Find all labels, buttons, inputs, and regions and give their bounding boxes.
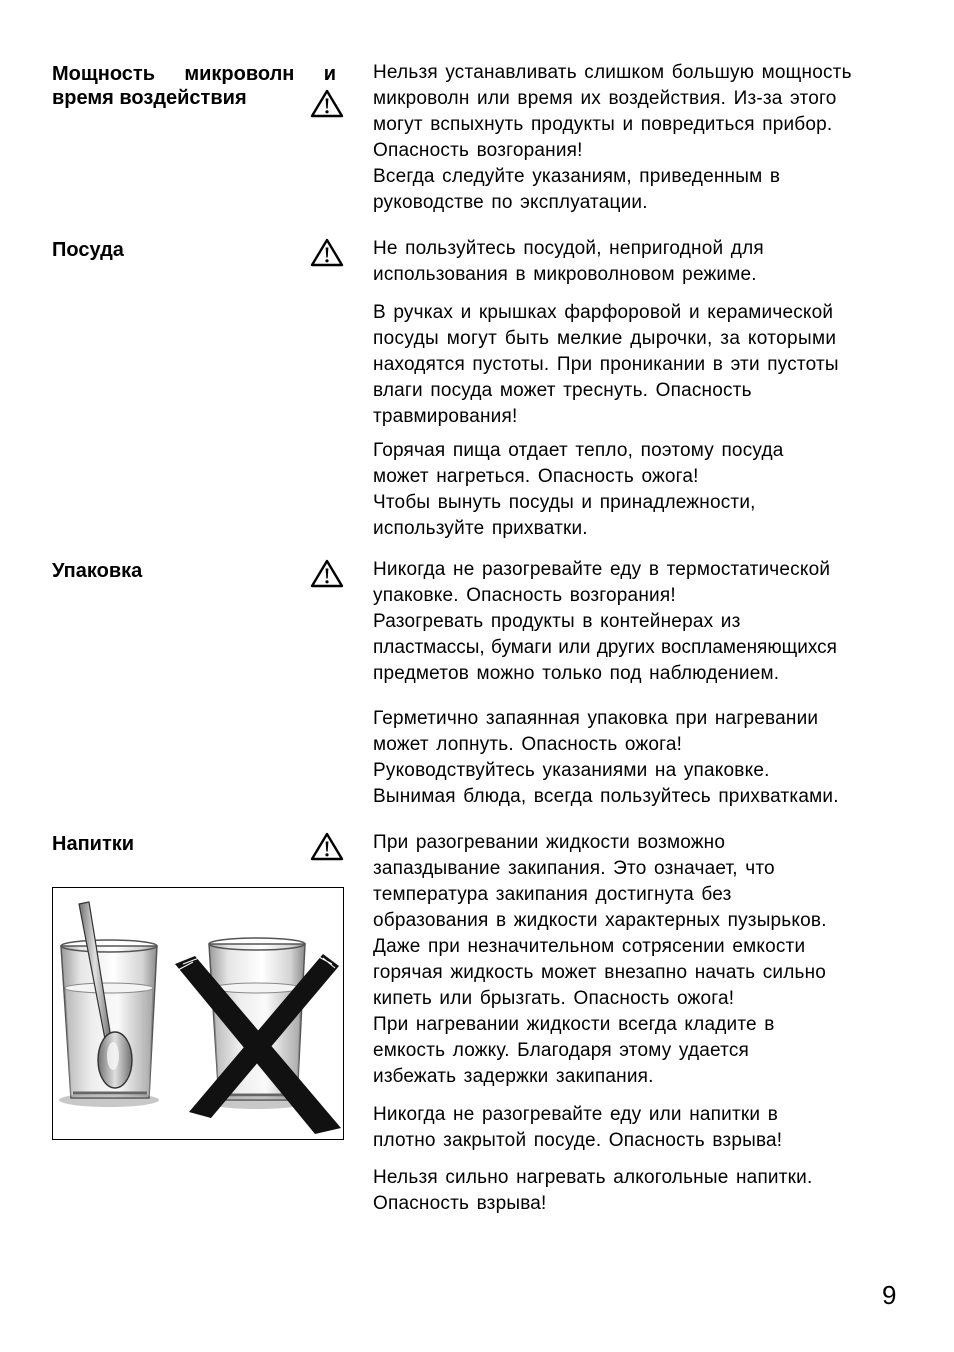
text-line: может лопнуть. Опасность ожога! bbox=[373, 734, 683, 755]
text-line: упаковке. Опасность возгорания! bbox=[373, 585, 676, 606]
heading-line: Напитки bbox=[52, 833, 135, 855]
text-line: горячая жидкость может внезапно начать сильно bbox=[373, 962, 827, 983]
heading-line: Мощность микроволн и bbox=[52, 63, 336, 85]
text-line: влаги посуда может треснуть. Опасность bbox=[373, 380, 752, 401]
text-line: температура закипания достигнута без bbox=[373, 884, 732, 905]
text-line: микроволн или время их воздействия. Из-за этого bbox=[373, 88, 837, 109]
text-line: Никогда не разогревайте еду или напитки в bbox=[373, 1104, 778, 1125]
text-line: образования в жидкости характерных пузырьков. bbox=[373, 910, 827, 931]
text-line: кипеть или брызгать. Опасность ожога! bbox=[373, 988, 735, 1009]
text-line: При разогревании жидкости возможно bbox=[373, 832, 726, 853]
text-line: может нагреться. Опасность ожога! bbox=[373, 466, 699, 487]
text-line: Опасность возгорания! bbox=[373, 140, 583, 161]
warning-triangle-icon bbox=[310, 831, 344, 861]
warning-triangle-icon bbox=[310, 88, 344, 118]
text-line: запаздывание закипания. Это означает, что bbox=[373, 858, 775, 879]
section-text-microwave-power bbox=[373, 60, 903, 216]
text-line: Даже при незначительном сотрясении емкости bbox=[373, 936, 806, 957]
warning-triangle-icon bbox=[310, 558, 344, 588]
text-line: избежать задержки закипания. bbox=[373, 1066, 654, 1087]
text-line: руководстве по эксплуатации. bbox=[373, 192, 648, 213]
text-line: пластмассы, бумаги или других воспламеняющихся bbox=[373, 637, 837, 658]
text-line: В ручках и крышках фарфоровой и керамической bbox=[373, 302, 834, 323]
text-line: плотно закрытой посуде. Опасность взрыва! bbox=[373, 1130, 783, 1151]
text-line: Руководствуйтесь указаниями на упаковке. bbox=[373, 760, 770, 781]
section-text-drinks-1 bbox=[373, 830, 903, 1090]
section-text-cookware-2 bbox=[373, 300, 903, 430]
text-line: Никогда не разогревайте еду в термостатической bbox=[373, 559, 831, 580]
heading-line: Упаковка bbox=[52, 560, 143, 582]
heading-line: Посуда bbox=[52, 239, 124, 261]
section-text-drinks-3 bbox=[373, 1165, 903, 1217]
section-heading-microwave-power bbox=[52, 61, 336, 87]
section-text-cookware-3 bbox=[373, 438, 903, 542]
text-line: используйте прихватки. bbox=[373, 518, 588, 539]
text-line: При нагревании жидкости всегда кладите в bbox=[373, 1014, 775, 1035]
text-line: Не пользуйтесь посудой, непригодной для bbox=[373, 238, 764, 259]
text-line: емкость ложку. Благодаря этому удается bbox=[373, 1040, 750, 1061]
text-line: Опасность взрыва! bbox=[373, 1193, 547, 1214]
text-line: Чтобы вынуть посуды и принадлежности, bbox=[373, 492, 756, 513]
page-number: 9 bbox=[882, 1280, 897, 1310]
text-line: находятся пустоты. При проникании в эти пустоты bbox=[373, 354, 839, 375]
text-line: посуды могут быть мелкие дырочки, за которыми bbox=[373, 328, 837, 349]
text-line: могут вспыхнуть продукты и повредиться прибор. bbox=[373, 114, 833, 135]
glasses-spoon-drawing bbox=[53, 888, 342, 1138]
text-line: Нельзя устанавливать слишком большую мощность bbox=[373, 62, 852, 83]
text-line: использования в микроволновом режиме. bbox=[373, 264, 757, 285]
text-line: травмирования! bbox=[373, 406, 518, 427]
text-line: Горячая пища отдает тепло, поэтому посуда bbox=[373, 440, 784, 461]
text-line: Нельзя сильно нагревать алкогольные напитки. bbox=[373, 1167, 813, 1188]
text-line: предметов можно только под наблюдением. bbox=[373, 663, 780, 684]
section-text-packaging-1 bbox=[373, 557, 903, 687]
section-text-packaging-2 bbox=[373, 706, 903, 810]
section-heading-drinks bbox=[52, 831, 344, 857]
section-text-drinks-2 bbox=[373, 1102, 903, 1154]
section-heading-cookware bbox=[52, 237, 344, 263]
text-line: Всегда следуйте указаниям, приведенным в bbox=[373, 166, 781, 187]
section-text-cookware-1 bbox=[373, 236, 903, 288]
text-line: Вынимая блюда, всегда пользуйтесь прихватками. bbox=[373, 786, 839, 807]
section-heading-packaging bbox=[52, 558, 344, 584]
text-line: Герметично запаянная упаковка при нагревании bbox=[373, 708, 819, 729]
heading-line: время воздействия bbox=[52, 87, 247, 109]
text-line: Разогревать продукты в контейнерах из bbox=[373, 611, 741, 632]
warning-triangle-icon bbox=[310, 237, 344, 267]
glasses-spoon-illustration bbox=[52, 887, 344, 1140]
section-heading-microwave-time bbox=[52, 85, 344, 111]
